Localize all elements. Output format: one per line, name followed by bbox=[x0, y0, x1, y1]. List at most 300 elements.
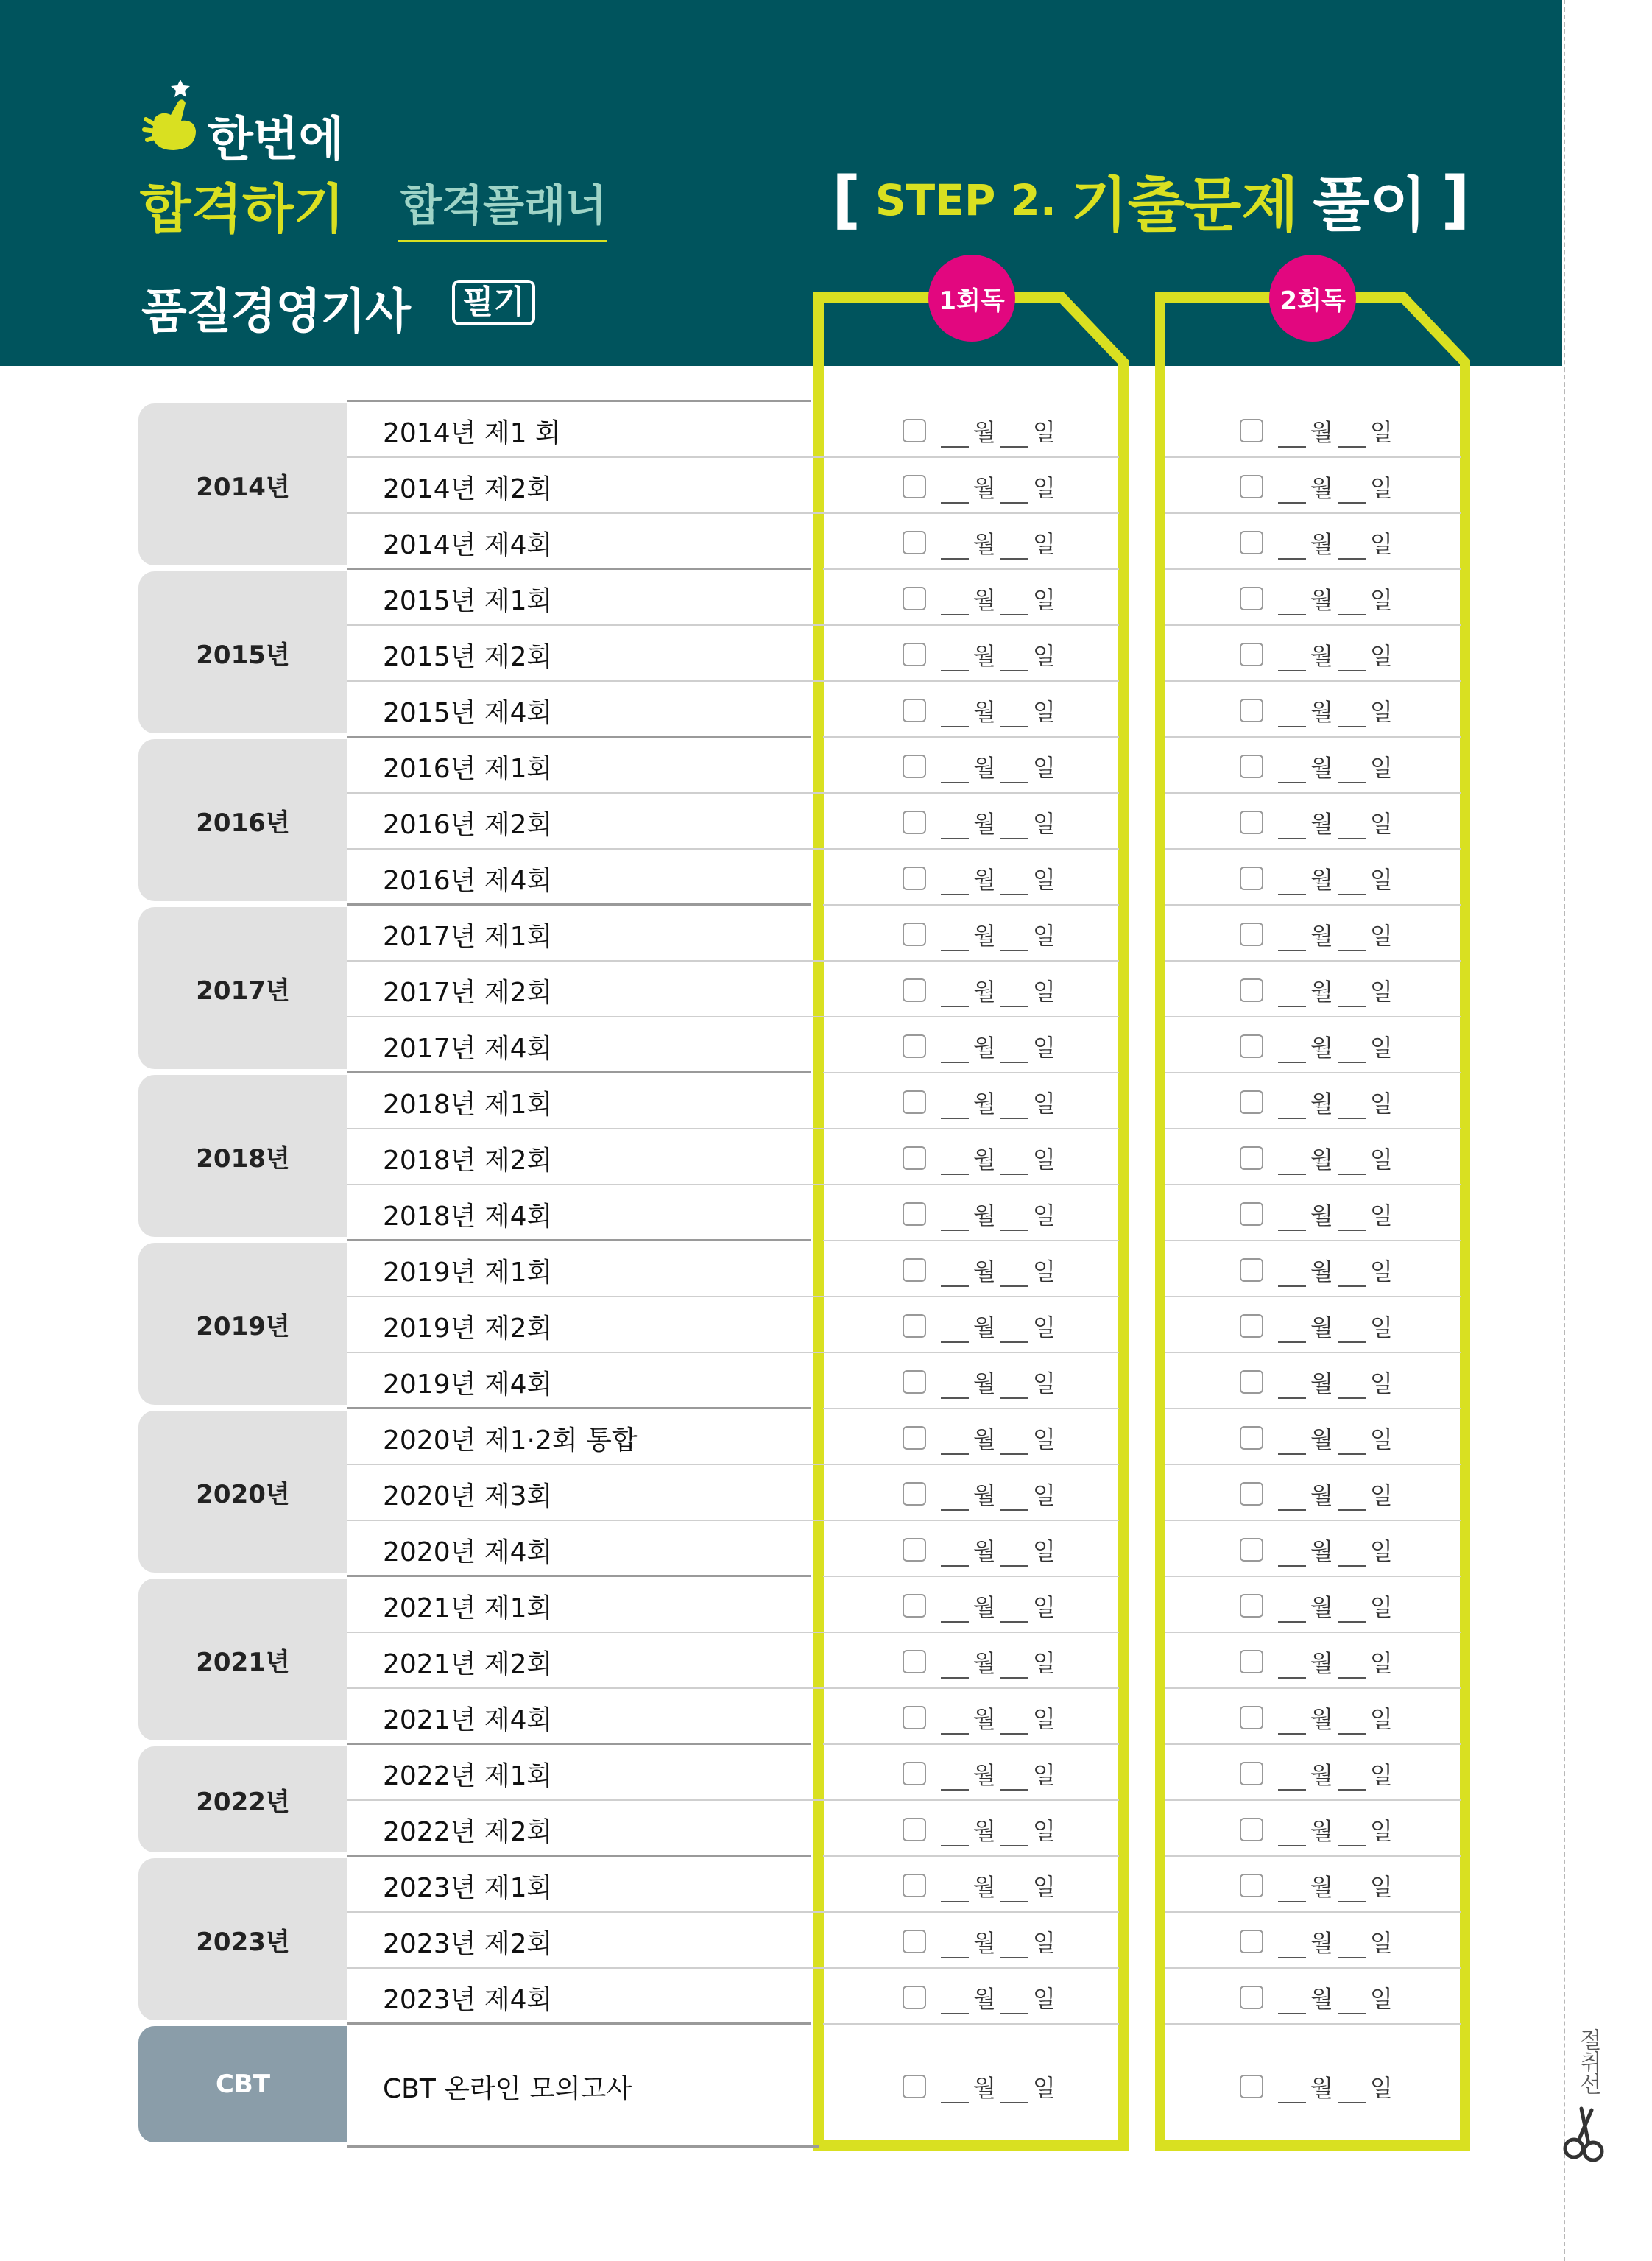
checkbox[interactable] bbox=[903, 1426, 926, 1450]
month-blank[interactable] bbox=[941, 1378, 969, 1399]
month-blank[interactable] bbox=[1278, 1154, 1306, 1175]
date-field-round2 bbox=[1240, 526, 1393, 560]
group-divider bbox=[347, 903, 811, 906]
day-blank[interactable] bbox=[1000, 1658, 1028, 1679]
month-blank[interactable] bbox=[941, 1714, 969, 1735]
checkbox[interactable] bbox=[1240, 1370, 1263, 1394]
month-label: 월 bbox=[1310, 1705, 1333, 1733]
checkbox[interactable] bbox=[1240, 1258, 1263, 1282]
day-blank[interactable] bbox=[1338, 1266, 1366, 1287]
month-blank[interactable] bbox=[1278, 1434, 1306, 1455]
day-blank[interactable] bbox=[1338, 707, 1366, 727]
month-blank[interactable] bbox=[941, 1043, 969, 1063]
date-field-round2 bbox=[1240, 1365, 1393, 1399]
month-label: 월 bbox=[973, 1425, 996, 1453]
row-divider bbox=[1165, 904, 1461, 906]
row-divider bbox=[1165, 1911, 1461, 1913]
checkbox[interactable] bbox=[903, 1930, 926, 1953]
day-blank[interactable] bbox=[1000, 1378, 1028, 1399]
date-field-round1 bbox=[903, 694, 1056, 727]
checkbox[interactable] bbox=[903, 2075, 926, 2098]
checkbox[interactable] bbox=[903, 699, 926, 722]
day-blank[interactable] bbox=[1338, 1770, 1366, 1791]
cut-line bbox=[1564, 0, 1565, 2261]
row-divider bbox=[823, 848, 1119, 850]
exam-label: 2018년 제1회 bbox=[383, 1090, 553, 1120]
row-divider bbox=[823, 1128, 1119, 1129]
month-blank[interactable] bbox=[941, 707, 969, 727]
month-blank[interactable] bbox=[1278, 483, 1306, 504]
checkbox[interactable] bbox=[1240, 531, 1263, 554]
day-blank[interactable] bbox=[1000, 1210, 1028, 1231]
day-blank[interactable] bbox=[1000, 875, 1028, 895]
checkbox[interactable] bbox=[1240, 978, 1263, 1002]
day-blank[interactable] bbox=[1338, 427, 1366, 448]
date-field-round1 bbox=[903, 1533, 1056, 1567]
month-blank[interactable] bbox=[1278, 1882, 1306, 1902]
row-divider bbox=[823, 1520, 1119, 1521]
row-divider bbox=[1165, 848, 1461, 850]
day-blank[interactable] bbox=[1000, 1154, 1028, 1175]
checkbox[interactable] bbox=[1240, 699, 1263, 722]
month-label: 월 bbox=[973, 1593, 996, 1621]
checkbox[interactable] bbox=[1240, 1314, 1263, 1338]
checkbox[interactable] bbox=[903, 1482, 926, 1506]
date-field-round2 bbox=[1240, 973, 1393, 1007]
day-label: 일 bbox=[1032, 1537, 1056, 1565]
checkbox[interactable] bbox=[903, 419, 926, 442]
month-blank[interactable] bbox=[1278, 651, 1306, 671]
day-blank[interactable] bbox=[1000, 427, 1028, 448]
date-field-round1 bbox=[903, 1253, 1056, 1287]
month-blank[interactable] bbox=[1278, 539, 1306, 560]
month-blank[interactable] bbox=[1278, 931, 1306, 951]
date-field-round1 bbox=[903, 749, 1056, 783]
day-blank[interactable] bbox=[1338, 2083, 1366, 2103]
row-divider bbox=[1165, 1632, 1461, 1633]
day-blank[interactable] bbox=[1000, 931, 1028, 951]
row-divider bbox=[1165, 456, 1461, 458]
day-blank[interactable] bbox=[1000, 819, 1028, 839]
day-label: 일 bbox=[1032, 530, 1056, 558]
month-label: 월 bbox=[973, 754, 996, 782]
checkbox[interactable] bbox=[903, 1538, 926, 1562]
month-label: 월 bbox=[973, 1817, 996, 1845]
month-label: 월 bbox=[973, 418, 996, 446]
checkbox[interactable] bbox=[903, 1090, 926, 1114]
date-field-round1 bbox=[903, 1365, 1056, 1399]
month-label: 월 bbox=[973, 474, 996, 502]
day-blank[interactable] bbox=[1338, 1602, 1366, 1623]
checkbox[interactable] bbox=[1240, 1482, 1263, 1506]
month-blank[interactable] bbox=[1278, 1098, 1306, 1119]
month-label: 월 bbox=[1310, 474, 1333, 502]
month-label: 월 bbox=[973, 530, 996, 558]
day-blank[interactable] bbox=[1338, 1490, 1366, 1511]
day-blank[interactable] bbox=[1338, 1098, 1366, 1119]
row-divider bbox=[1165, 1352, 1461, 1353]
month-blank[interactable] bbox=[1278, 819, 1306, 839]
month-blank[interactable] bbox=[941, 875, 969, 895]
date-field-round1 bbox=[903, 1701, 1056, 1735]
checkbox[interactable] bbox=[1240, 867, 1263, 890]
day-label: 일 bbox=[1032, 1761, 1056, 1789]
date-field-round2 bbox=[1240, 1701, 1393, 1735]
exam-label: 2016년 제4회 bbox=[383, 866, 553, 896]
round2-badge: 2회독 bbox=[1269, 255, 1356, 342]
row-divider bbox=[823, 624, 1119, 626]
date-field-round1 bbox=[903, 2070, 1056, 2103]
day-blank[interactable] bbox=[1338, 1043, 1366, 1063]
month-blank[interactable] bbox=[941, 1994, 969, 2014]
month-blank[interactable] bbox=[941, 987, 969, 1007]
month-blank[interactable] bbox=[941, 483, 969, 504]
month-blank[interactable] bbox=[1278, 1770, 1306, 1791]
month-blank[interactable] bbox=[941, 1658, 969, 1679]
exam-label: 2023년 제2회 bbox=[383, 1929, 553, 1959]
checkbox[interactable] bbox=[1240, 1146, 1263, 1170]
day-blank[interactable] bbox=[1000, 539, 1028, 560]
month-label: 월 bbox=[1310, 1258, 1333, 1285]
date-field-round2 bbox=[1240, 805, 1393, 839]
day-blank[interactable] bbox=[1338, 763, 1366, 783]
day-blank[interactable] bbox=[1000, 1770, 1028, 1791]
group-divider bbox=[347, 1407, 811, 1409]
month-blank[interactable] bbox=[1278, 1714, 1306, 1735]
checkbox[interactable] bbox=[1240, 475, 1263, 498]
day-blank[interactable] bbox=[1338, 1546, 1366, 1567]
day-blank[interactable] bbox=[1000, 1826, 1028, 1846]
row-divider bbox=[823, 1967, 1119, 1969]
checkbox[interactable] bbox=[1240, 643, 1263, 666]
date-field-round2 bbox=[1240, 1813, 1393, 1846]
month-blank[interactable] bbox=[1278, 1546, 1306, 1567]
day-blank[interactable] bbox=[1000, 987, 1028, 1007]
year-cell: 2015년 bbox=[138, 571, 347, 733]
checkbox[interactable] bbox=[903, 867, 926, 890]
month-blank[interactable] bbox=[941, 1938, 969, 1958]
row-divider bbox=[823, 1352, 1119, 1353]
checkbox[interactable] bbox=[1240, 1930, 1263, 1953]
day-blank[interactable] bbox=[1338, 1658, 1366, 1679]
month-label: 월 bbox=[973, 586, 996, 614]
month-label: 월 bbox=[1310, 1034, 1333, 1062]
checkbox[interactable] bbox=[903, 643, 926, 666]
month-label: 월 bbox=[973, 1313, 996, 1341]
year-cell: 2016년 bbox=[138, 739, 347, 901]
exam-label: 2016년 제2회 bbox=[383, 810, 553, 840]
day-label: 일 bbox=[1032, 1313, 1056, 1341]
day-blank[interactable] bbox=[1338, 1714, 1366, 1735]
checkbox[interactable] bbox=[903, 923, 926, 946]
day-blank[interactable] bbox=[1000, 763, 1028, 783]
checkbox[interactable] bbox=[903, 1370, 926, 1394]
month-blank[interactable] bbox=[941, 1882, 969, 1902]
pointing-hand-icon bbox=[140, 74, 213, 155]
month-blank[interactable] bbox=[941, 819, 969, 839]
month-blank[interactable] bbox=[941, 651, 969, 671]
date-field-round2 bbox=[1240, 1589, 1393, 1623]
day-blank[interactable] bbox=[1338, 1378, 1366, 1399]
day-label: 일 bbox=[1369, 810, 1393, 838]
checkbox[interactable] bbox=[903, 978, 926, 1002]
checkbox[interactable] bbox=[1240, 1034, 1263, 1058]
day-label: 일 bbox=[1032, 642, 1056, 670]
month-blank[interactable] bbox=[1278, 1210, 1306, 1231]
month-label: 월 bbox=[973, 866, 996, 894]
checkbox[interactable] bbox=[1240, 1818, 1263, 1841]
day-blank[interactable] bbox=[1338, 595, 1366, 615]
month-blank[interactable] bbox=[1278, 1043, 1306, 1063]
checkbox[interactable] bbox=[903, 1594, 926, 1618]
date-field-round1 bbox=[903, 470, 1056, 504]
checkbox[interactable] bbox=[903, 1818, 926, 1841]
day-blank[interactable] bbox=[1338, 539, 1366, 560]
subject-title: 품질경영기사 bbox=[141, 285, 410, 339]
month-label: 월 bbox=[1310, 1146, 1333, 1174]
day-label: 일 bbox=[1369, 1034, 1393, 1062]
checkbox[interactable] bbox=[903, 1314, 926, 1338]
month-blank[interactable] bbox=[941, 595, 969, 615]
day-blank[interactable] bbox=[1000, 651, 1028, 671]
checkbox[interactable] bbox=[1240, 1762, 1263, 1785]
month-blank[interactable] bbox=[941, 1602, 969, 1623]
day-blank[interactable] bbox=[1338, 651, 1366, 671]
day-blank[interactable] bbox=[1000, 1098, 1028, 1119]
day-blank[interactable] bbox=[1000, 483, 1028, 504]
round1-badge: 1회독 bbox=[928, 255, 1015, 342]
day-blank[interactable] bbox=[1000, 1266, 1028, 1287]
day-label: 일 bbox=[1369, 642, 1393, 670]
checkbox[interactable] bbox=[1240, 1706, 1263, 1729]
month-blank[interactable] bbox=[941, 1826, 969, 1846]
checkbox[interactable] bbox=[903, 1146, 926, 1170]
day-blank[interactable] bbox=[1338, 1994, 1366, 2014]
checkbox[interactable] bbox=[1240, 1594, 1263, 1618]
checkbox[interactable] bbox=[1240, 1650, 1263, 1673]
checkbox[interactable] bbox=[903, 1986, 926, 2009]
month-blank[interactable] bbox=[941, 1490, 969, 1511]
day-label: 일 bbox=[1369, 2074, 1393, 2102]
date-field-round1 bbox=[903, 1589, 1056, 1623]
logo-text-line2: 합격하기 bbox=[140, 178, 345, 240]
month-label: 월 bbox=[973, 1761, 996, 1789]
month-blank[interactable] bbox=[1278, 1378, 1306, 1399]
month-blank[interactable] bbox=[1278, 1826, 1306, 1846]
exam-label: 2020년 제1·2회 통합 bbox=[383, 1425, 638, 1456]
day-label: 일 bbox=[1032, 1985, 1056, 2013]
year-cell: CBT bbox=[138, 2026, 347, 2142]
day-blank[interactable] bbox=[1338, 931, 1366, 951]
checkbox[interactable] bbox=[903, 1706, 926, 1729]
month-blank[interactable] bbox=[1278, 2083, 1306, 2103]
checkbox[interactable] bbox=[903, 1034, 926, 1058]
day-blank[interactable] bbox=[1000, 1882, 1028, 1902]
checkbox[interactable] bbox=[1240, 419, 1263, 442]
date-field-round1 bbox=[903, 1309, 1056, 1343]
checkbox[interactable] bbox=[1240, 2075, 1263, 2098]
year-cell: 2014년 bbox=[138, 403, 347, 565]
month-blank[interactable] bbox=[941, 427, 969, 448]
date-field-round1 bbox=[903, 414, 1056, 448]
checkbox[interactable] bbox=[903, 475, 926, 498]
month-blank[interactable] bbox=[941, 1098, 969, 1119]
year-cell: 2018년 bbox=[138, 1075, 347, 1237]
month-blank[interactable] bbox=[1278, 1322, 1306, 1343]
group-divider bbox=[347, 568, 811, 570]
month-blank[interactable] bbox=[1278, 875, 1306, 895]
month-blank[interactable] bbox=[1278, 1266, 1306, 1287]
exam-label: 2021년 제4회 bbox=[383, 1705, 553, 1735]
day-blank[interactable] bbox=[1338, 1322, 1366, 1343]
month-label: 월 bbox=[1310, 1313, 1333, 1341]
day-blank[interactable] bbox=[1000, 1434, 1028, 1455]
month-blank[interactable] bbox=[1278, 707, 1306, 727]
month-blank[interactable] bbox=[1278, 1658, 1306, 1679]
exam-label: 2019년 제2회 bbox=[383, 1313, 553, 1344]
checkbox[interactable] bbox=[1240, 1426, 1263, 1450]
month-blank[interactable] bbox=[941, 1770, 969, 1791]
day-blank[interactable] bbox=[1000, 1490, 1028, 1511]
month-blank[interactable] bbox=[941, 2083, 969, 2103]
day-blank[interactable] bbox=[1338, 1154, 1366, 1175]
checkbox[interactable] bbox=[1240, 1538, 1263, 1562]
date-field-round1 bbox=[903, 1141, 1056, 1175]
month-blank[interactable] bbox=[941, 1210, 969, 1231]
row-divider bbox=[823, 512, 1119, 514]
checkbox[interactable] bbox=[903, 1650, 926, 1673]
month-label: 월 bbox=[1310, 418, 1333, 446]
date-field-round1 bbox=[903, 1757, 1056, 1791]
day-blank[interactable] bbox=[1338, 1434, 1366, 1455]
checkbox[interactable] bbox=[1240, 811, 1263, 834]
group-divider bbox=[347, 736, 811, 738]
day-blank[interactable] bbox=[1338, 1826, 1366, 1846]
day-label: 일 bbox=[1369, 530, 1393, 558]
checkbox[interactable] bbox=[1240, 923, 1263, 946]
month-blank[interactable] bbox=[941, 1322, 969, 1343]
month-label: 월 bbox=[973, 1985, 996, 2013]
row-divider bbox=[823, 1072, 1119, 1073]
month-blank[interactable] bbox=[1278, 1994, 1306, 2014]
checkbox[interactable] bbox=[903, 1202, 926, 1226]
row-divider bbox=[823, 1576, 1119, 1577]
month-blank[interactable] bbox=[1278, 1602, 1306, 1623]
day-label: 일 bbox=[1369, 418, 1393, 446]
month-blank[interactable] bbox=[1278, 427, 1306, 448]
month-blank[interactable] bbox=[941, 1154, 969, 1175]
checkbox[interactable] bbox=[1240, 587, 1263, 610]
day-label: 일 bbox=[1369, 1537, 1393, 1565]
checkbox[interactable] bbox=[903, 1762, 926, 1785]
day-label: 일 bbox=[1369, 586, 1393, 614]
row-divider bbox=[823, 1911, 1119, 1913]
day-blank[interactable] bbox=[1338, 1938, 1366, 1958]
date-field-round1 bbox=[903, 861, 1056, 895]
day-label: 일 bbox=[1032, 1705, 1056, 1733]
day-blank[interactable] bbox=[1338, 987, 1366, 1007]
month-blank[interactable] bbox=[941, 539, 969, 560]
checkbox[interactable] bbox=[903, 531, 926, 554]
year-cell: 2019년 bbox=[138, 1243, 347, 1405]
checkbox[interactable] bbox=[903, 755, 926, 778]
date-field-round1 bbox=[903, 1925, 1056, 1958]
month-blank[interactable] bbox=[941, 931, 969, 951]
row-divider bbox=[823, 960, 1119, 962]
month-label: 월 bbox=[1310, 1369, 1333, 1397]
checkbox[interactable] bbox=[1240, 1090, 1263, 1114]
row-divider bbox=[1165, 1128, 1461, 1129]
day-blank[interactable] bbox=[1000, 1938, 1028, 1958]
day-blank[interactable] bbox=[1338, 1882, 1366, 1902]
row-divider bbox=[1165, 1576, 1461, 1577]
exam-label: 2017년 제2회 bbox=[383, 978, 553, 1008]
date-field-round1 bbox=[903, 917, 1056, 951]
day-blank[interactable] bbox=[1000, 1714, 1028, 1735]
day-blank[interactable] bbox=[1000, 1546, 1028, 1567]
day-blank[interactable] bbox=[1000, 707, 1028, 727]
month-blank[interactable] bbox=[1278, 1938, 1306, 1958]
checkbox[interactable] bbox=[1240, 1986, 1263, 2009]
day-label: 일 bbox=[1032, 1481, 1056, 1509]
group-divider bbox=[347, 2022, 811, 2025]
day-label: 일 bbox=[1369, 1481, 1393, 1509]
checkbox[interactable] bbox=[1240, 1874, 1263, 1897]
exam-label: CBT 온라인 모의고사 bbox=[383, 2074, 632, 2104]
day-label: 일 bbox=[1369, 1090, 1393, 1118]
date-field-round1 bbox=[903, 1813, 1056, 1846]
day-blank[interactable] bbox=[1000, 1602, 1028, 1623]
checkbox[interactable] bbox=[1240, 1202, 1263, 1226]
month-blank[interactable] bbox=[941, 1266, 969, 1287]
month-blank[interactable] bbox=[1278, 763, 1306, 783]
day-blank[interactable] bbox=[1338, 875, 1366, 895]
month-label: 월 bbox=[973, 642, 996, 670]
day-blank[interactable] bbox=[1000, 1043, 1028, 1063]
checkbox[interactable] bbox=[903, 811, 926, 834]
month-label: 월 bbox=[1310, 1593, 1333, 1621]
day-blank[interactable] bbox=[1338, 1210, 1366, 1231]
date-field-round2 bbox=[1240, 1645, 1393, 1679]
day-label: 일 bbox=[1032, 1817, 1056, 1845]
exam-label: 2016년 제1회 bbox=[383, 754, 553, 784]
month-blank[interactable] bbox=[1278, 987, 1306, 1007]
day-blank[interactable] bbox=[1338, 483, 1366, 504]
day-label: 일 bbox=[1369, 1761, 1393, 1789]
day-label: 일 bbox=[1369, 1425, 1393, 1453]
day-blank[interactable] bbox=[1000, 1322, 1028, 1343]
day-blank[interactable] bbox=[1338, 819, 1366, 839]
day-blank[interactable] bbox=[1000, 1994, 1028, 2014]
checkbox[interactable] bbox=[1240, 755, 1263, 778]
year-cell: 2022년 bbox=[138, 1746, 347, 1852]
exam-label: 2015년 제2회 bbox=[383, 642, 553, 672]
month-blank[interactable] bbox=[1278, 595, 1306, 615]
day-label: 일 bbox=[1369, 1258, 1393, 1285]
month-blank[interactable] bbox=[1278, 1490, 1306, 1511]
date-field-round2 bbox=[1240, 2070, 1393, 2103]
checkbox[interactable] bbox=[903, 1874, 926, 1897]
checkbox[interactable] bbox=[903, 587, 926, 610]
month-blank[interactable] bbox=[941, 1434, 969, 1455]
month-blank[interactable] bbox=[941, 1546, 969, 1567]
day-blank[interactable] bbox=[1000, 2083, 1028, 2103]
day-blank[interactable] bbox=[1000, 595, 1028, 615]
checkbox[interactable] bbox=[903, 1258, 926, 1282]
row-divider bbox=[823, 904, 1119, 906]
month-blank[interactable] bbox=[941, 763, 969, 783]
logo-underline bbox=[398, 240, 607, 242]
